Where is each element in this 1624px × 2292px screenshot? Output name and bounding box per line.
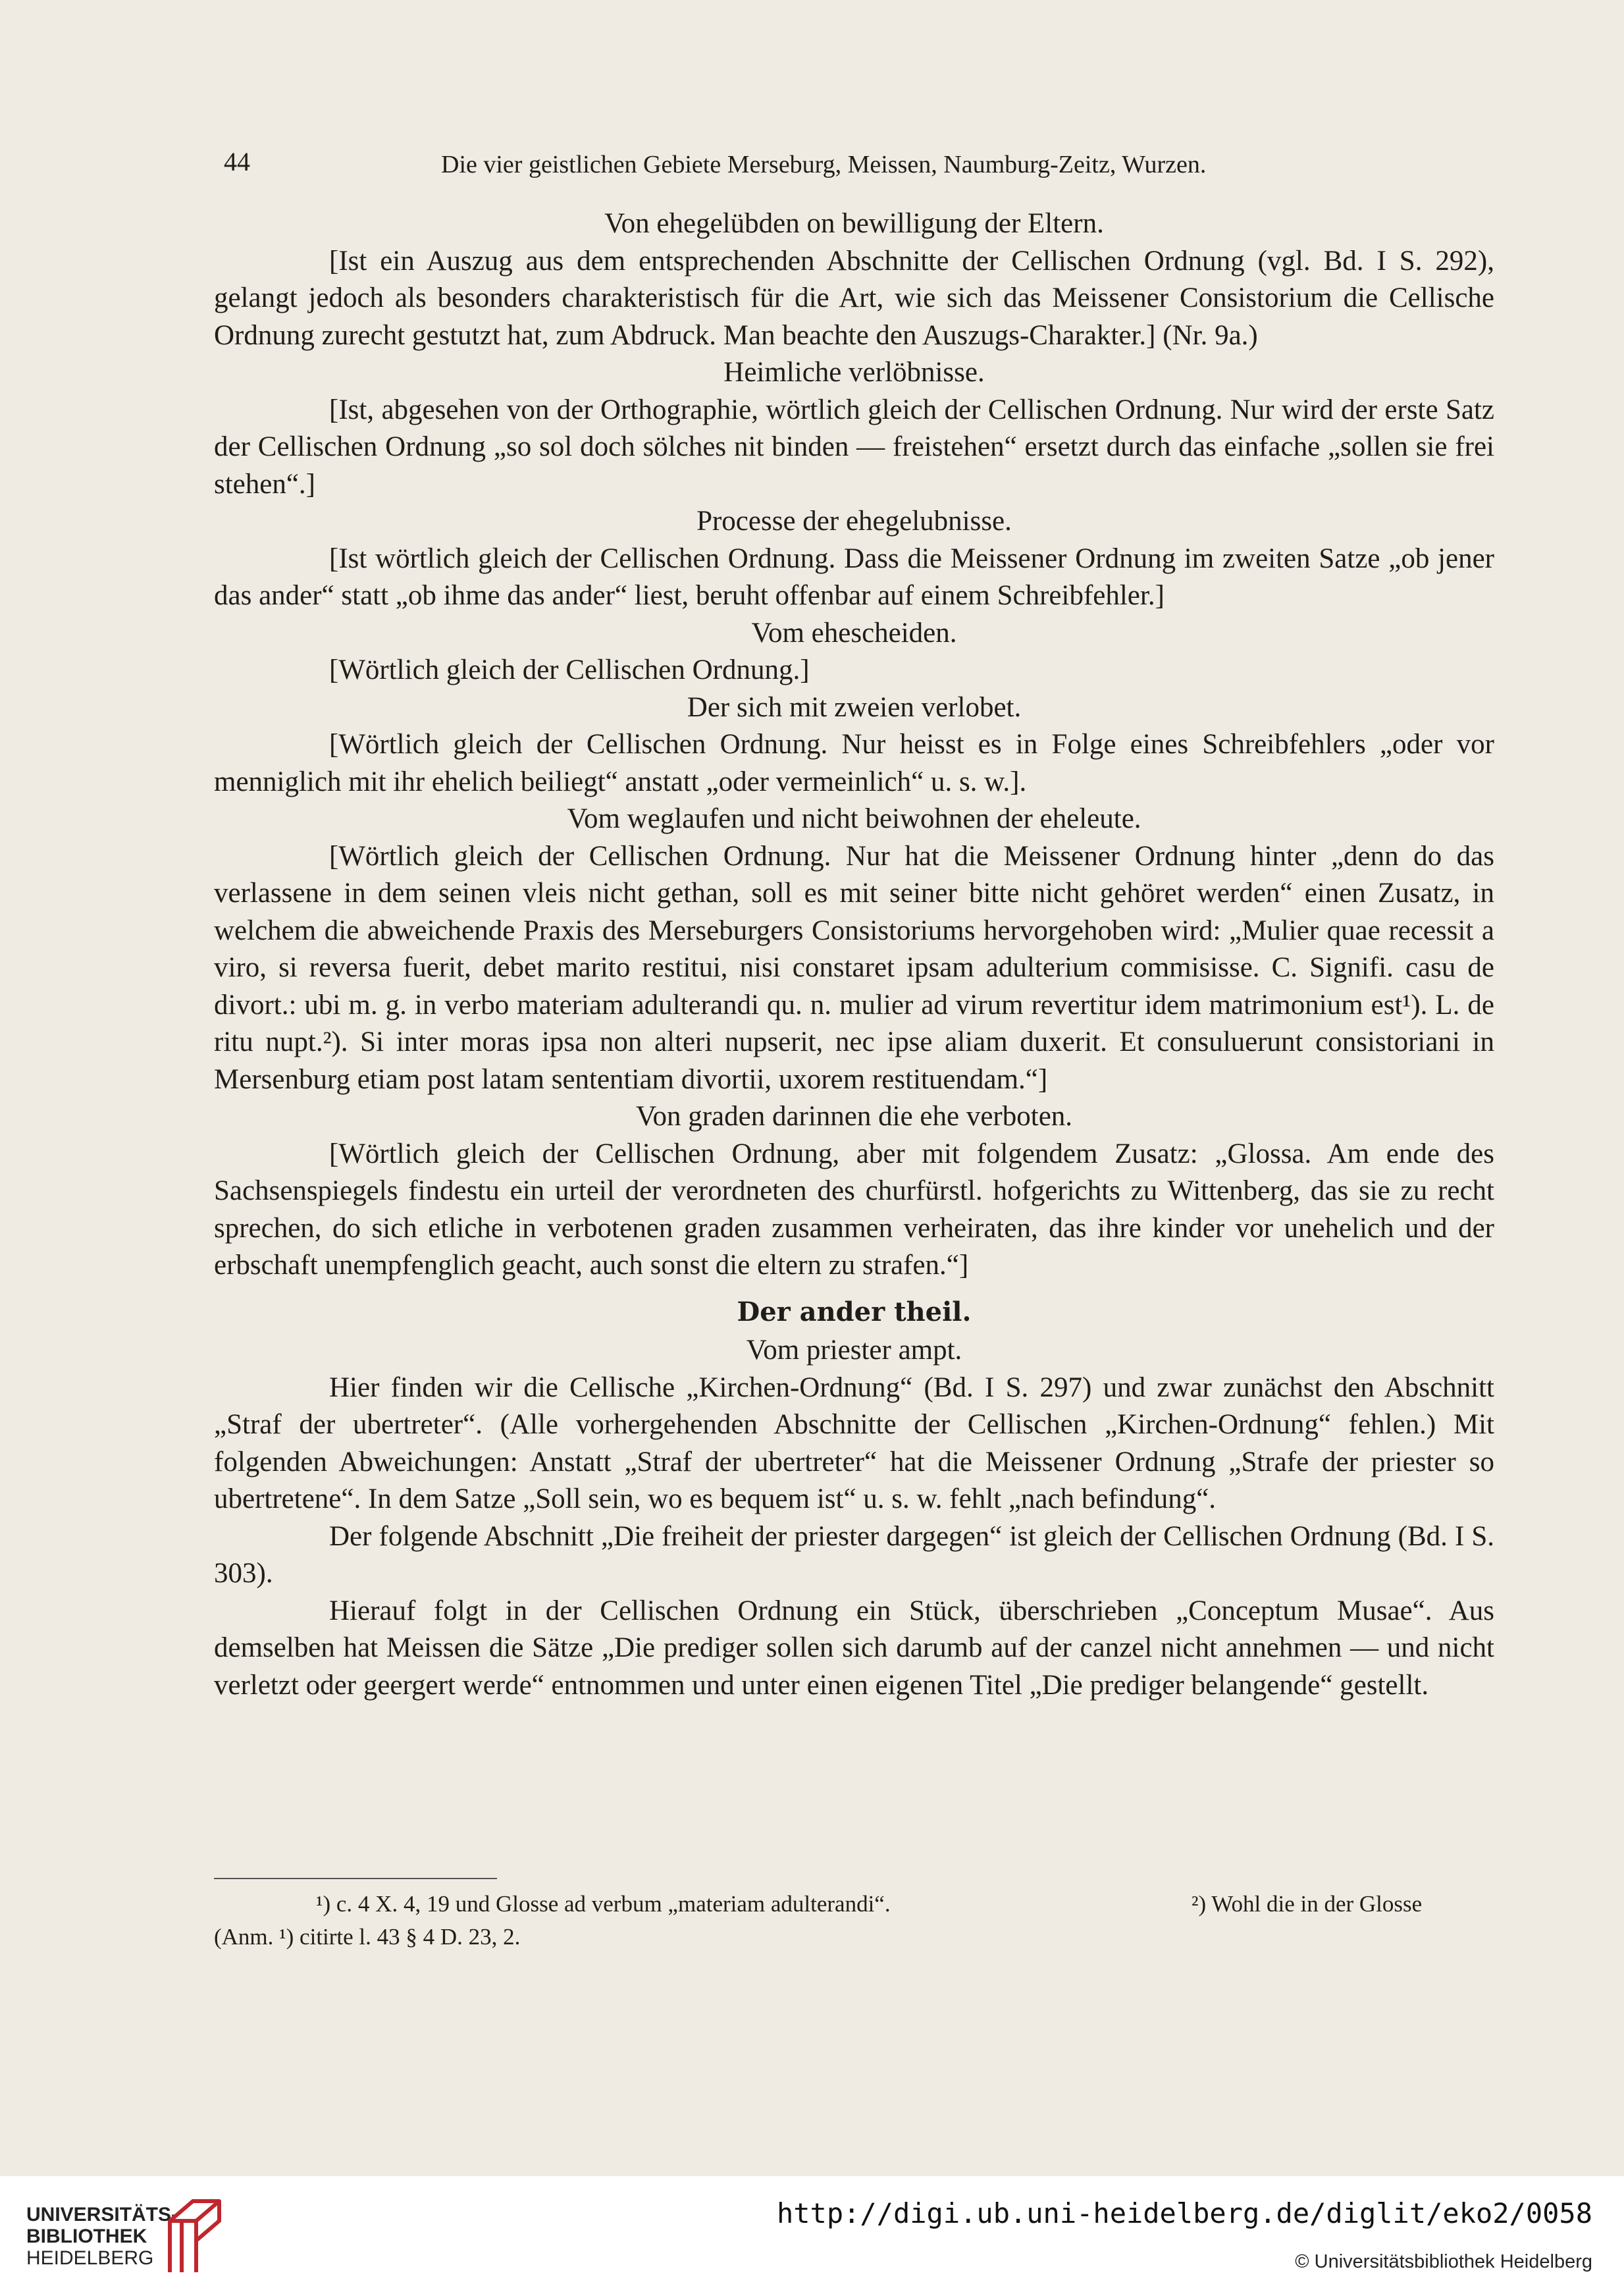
library-footer: [0, 2176, 1624, 2292]
section-heading: Von graden darinnen die ehe verboten.: [635, 1101, 1073, 1132]
part-heading: Der ander theil.: [737, 1296, 972, 1327]
section-heading: Vom weglaufen und nicht beiwohnen der eheleute.: [567, 803, 1141, 834]
footnote-1: ¹) c. 4 X. 4, 19 und Glosse ad verbum „materiam adulterandi“.: [316, 1891, 891, 1917]
running-title: Die vier geistlichen Gebiete Merseburg, Meissen, Naumburg-Zeitz, Wurzen.: [441, 151, 1207, 178]
paragraph: Der folgende Abschnitt „Die freiheit der priester dargegen“ ist gleich der Cellischen Ordnung (Bd. I S. 303).: [214, 1520, 1494, 1589]
paragraph: [Ist wörtlich gleich der Cellischen Ordnung. Dass die Meissener Ordnung im zweiten Satze „ob jener das ander“ statt „ob ihme das ander“ liest, beruht offenbar auf einem Schreibfehler.]: [214, 543, 1494, 611]
paragraph: [Wörtlich gleich der Cellischen Ordnung.]: [329, 654, 810, 685]
copyright-notice: © Universitätsbibliothek Heidelberg: [1295, 2251, 1592, 2272]
paragraph: [Wörtlich gleich der Cellischen Ordnung, aber mit folgendem Zusatz: „Glossa. Am ende des Sachsenspiegels findestu ein urteil der verordneten des churfürstl. hofgerichts zu Wittenberg, das sie zu recht sprechen, do sich etliche in verbotenen graden zusammen verheiraten, das ihre kinder vor unehelich und der erbschaft unempfenglich geacht, auch sonst die eltern zu strafen.“]: [214, 1138, 1494, 1281]
permalink-url[interactable]: http://digi.ub.uni-heidelberg.de/diglit/eko2/0058: [776, 2197, 1592, 2229]
logo-line-3: HEIDELBERG: [26, 2247, 154, 2269]
logo-line-2: BIBLIOTHEK: [26, 2225, 147, 2247]
section-heading: Heimliche verlöbnisse.: [723, 357, 985, 388]
paragraph: Hierauf folgt in der Cellischen Ordnung ein Stück, überschrieben „Conceptum Musae“. Aus demselben hat Meissen die Sätze „Die prediger sollen sich darumb auf der canzel nicht annehmen — und nicht verletzt oder geergert werde“ entnommen und unter einen eigenen Titel „Die prediger belangende“ gestellt.: [214, 1595, 1494, 1701]
page-number: 44: [224, 147, 250, 176]
paragraph: [Wörtlich gleich der Cellischen Ordnung. Nur hat die Meissener Ordnung hinter „denn do das verlassene in dem seinen vleis nicht gethan, soll es mit seiner bitte nicht gehöret werden“ einen Zusatz, in welchem die abweichende Praxis des Merseburgers Consistoriums hervorgehoben wird: „Mulier quae recessit a viro, si reversa fuerit, debet marito restitui, nisi constaret ipsam adulterium commisisse. C. Signifi. casu de divort.: ubi m. g. in verbo materiam adulterandi qu. n. mulier ad virum revertitur idem matrimonium est¹). L. de ritu nupt.²). Si inter moras ipsa non alteri nupserit, nec ipse aliam duxerit. Et consuluerunt consistoriani in Mersenburg etiam post latam sententiam divortii, uxorem restituendam.“]: [214, 840, 1494, 1095]
page-header: [217, 146, 1521, 186]
paragraph: [Wörtlich gleich der Cellischen Ordnung. Nur heisst es in Folge eines Schreibfehlers „oder vor menniglich mit ihr ehelich beiliegt“ anstatt „oder vermeinlich“ u. s. w.].: [214, 729, 1494, 797]
library-logo-text: [26, 2204, 178, 2269]
paragraph: [Ist, abgesehen von der Orthographie, wörtlich gleich der Cellischen Ordnung. Nur wird der erste Satz der Cellischen Ordnung „so sol doch sölches nit binden — freistehen“ ersetzt durch das einfache „sollen sie frei stehen“.]: [214, 394, 1494, 500]
paragraph: [Ist ein Auszug aus dem entsprechenden Abschnitte der Cellischen Ordnung (vgl. Bd. I S. 292), gelangt jedoch als besonders charakteristisch für die Art, wie sich das Meissener Consistorium die Cellische Ordnung zurecht gestutzt hat, zum Abdruck. Man beachte den Auszugs-Charakter.] (Nr. 9a.): [214, 245, 1494, 351]
footnote-divider: [214, 1878, 497, 1879]
section-heading: Von ehegelübden on bewilligung der Eltern.: [604, 208, 1104, 239]
paragraph: Hier finden wir die Cellische „Kirchen-Ordnung“ (Bd. I S. 297) und zwar zunächst den Abschnitt „Straf der ubertreter“. (Alle vorhergehenden Abschnitte der Cellischen „Kirchen-Ordnung“ fehlen.) Mit folgenden Abweichungen: Anstatt „Straf der ubertreter“ hat die Meissener Ordnung „Strafe der priester so ubertretene“. In dem Satze „Soll sein, wo es bequem ist“ u. s. w. fehlt „nach befindung“.: [214, 1372, 1494, 1514]
page-body: [214, 205, 1494, 1704]
section-heading: Vom ehescheiden.: [751, 617, 957, 649]
library-logo-icon: [163, 2195, 226, 2277]
section-heading: Vom priester ampt.: [746, 1335, 962, 1366]
footnote-2: ²) Wohl die in der Glosse: [1192, 1891, 1423, 1917]
footnote-continuation: (Anm. ¹) citirte l. 43 § 4 D. 23, 2.: [214, 1924, 521, 1950]
section-heading: Der sich mit zweien verlobet.: [687, 691, 1022, 723]
section-heading: Processe der ehegelubnisse.: [696, 506, 1012, 537]
logo-line-1: UNIVERSITÄTS-: [26, 2204, 178, 2225]
